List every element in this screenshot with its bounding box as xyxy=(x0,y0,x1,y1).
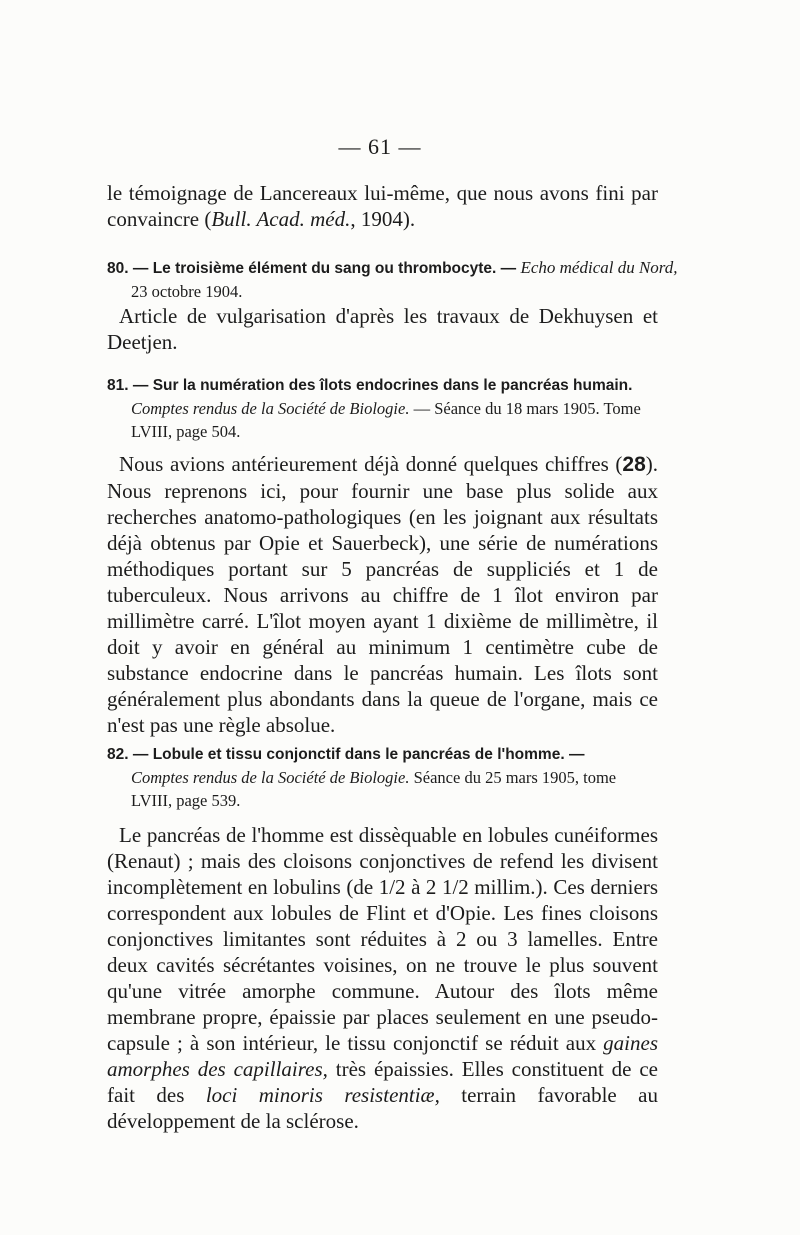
entry-80-title-line: 80. — Le troisième élément du sang ou thrombocyte. — Echo médical du Nord, xyxy=(107,258,678,277)
entry-81-title: Sur la numération des îlots endocrines dans le pancréas humain. xyxy=(152,377,633,394)
entry-82-italic-2: loci minoris resistentiæ, xyxy=(205,1083,440,1107)
entry-82-italic-1: gaines amorphes des capillaires, xyxy=(107,1031,658,1081)
entry-82-heading xyxy=(107,743,657,812)
entry-82-title-line: 82. — Lobule et tissu conjonctif dans le pancréas de l'homme. — xyxy=(107,746,585,763)
entry-81-reference: 28 xyxy=(622,453,646,476)
entry-80-number: 80. xyxy=(107,260,129,277)
entry-81-journal: Comptes rendus de la Société de Biologie. xyxy=(131,399,410,418)
entry-81-body: Nous avions antérieurement déjà donné quelques chiffres (28). Nous reprenons ici, pour fournir une base plus solide aux recherches anatomo-pathologiques (en les joignant aux résultats déjà obtenus par Opie et Sauerbeck), une série de numérations méthodiques portant sur 5 pancréas de suppliciés et 1 de tuberculeux. Nous arrivons au chiffre de 1 îlot environ par millimètre carré. L'îlot moyen ayant 1 dixième de millimètre, il doit y avoir en général au minimum 1 centimètre cube de substance endocrine dans le pancréas humain. Les îlots sont généralement plus abondants dans la queue de l'organe, mais ce n'est pas une règle absolue. xyxy=(107,452,658,737)
entry-80-journal: Echo médical du Nord, xyxy=(520,258,678,277)
entry-80-heading xyxy=(107,256,678,303)
entry-81-heading xyxy=(107,374,657,443)
entry-80-body: Article de vulgarisation d'après les travaux de Dekhuysen et Deetjen. xyxy=(107,304,658,354)
continuation-paragraph xyxy=(107,180,658,232)
entry-82-journal: Comptes rendus de la Société de Biologie. xyxy=(131,768,410,787)
entry-81-number: 81. xyxy=(107,377,129,394)
entry-82-body: Le pancréas de l'homme est dissèquable en lobules cunéiformes (Renaut) ; mais des cloisons conjonctives de refend les divisent incomplètement en lobulins (de 1/2 à 2 1/2 millim.). Ces derniers correspondent aux lobules de Flint et d'Opie. Les fines cloisons conjonctives limitantes sont réduites à 2 ou 3 lamelles. Entre deux cavités sécrétantes voisines, on ne trouve le plus souvent qu'une vitrée amorphe commune. Autour des îlots même membrane propre, épaissie par places seulement en une pseudo-capsule ; à son intérieur, le tissu conjonctif se réduit aux gaines amorphes des capillaires, très épaissies. Elles constituent de ce fait des loci minoris resistentiæ, terrain favorable au développement de la sclérose. xyxy=(107,823,658,1133)
continuation-text-2: , 1904). xyxy=(350,207,416,231)
entry-80-details: 23 octobre 1904. xyxy=(131,282,243,301)
entry-81-citation xyxy=(107,397,657,443)
entry-80-citation xyxy=(107,280,657,303)
continuation-citation: Bull. Acad. méd. xyxy=(211,207,351,231)
entry-82-details: Séance du 25 mars 1905, tome LVIII, page 539. xyxy=(131,768,617,810)
entry-81-details: — Séance du 18 mars 1905. Tome LVIII, page 504. xyxy=(131,399,641,441)
entry-81-title-line: 81. — Sur la numération des îlots endocrines dans le pancréas humain. xyxy=(107,377,633,394)
entry-80-title: Le troisième élément du sang ou thrombocyte. xyxy=(152,260,497,277)
page-number: — 61 — xyxy=(338,134,422,159)
entry-82-citation xyxy=(107,766,657,812)
entry-82-number: 82. xyxy=(107,746,129,763)
continuation-text-1: le témoignage de Lancereaux lui-même, que nous avons fini par convaincre ( xyxy=(107,181,658,231)
entry-82-title: Lobule et tissu conjonctif dans le pancréas de l'homme. xyxy=(152,746,565,763)
